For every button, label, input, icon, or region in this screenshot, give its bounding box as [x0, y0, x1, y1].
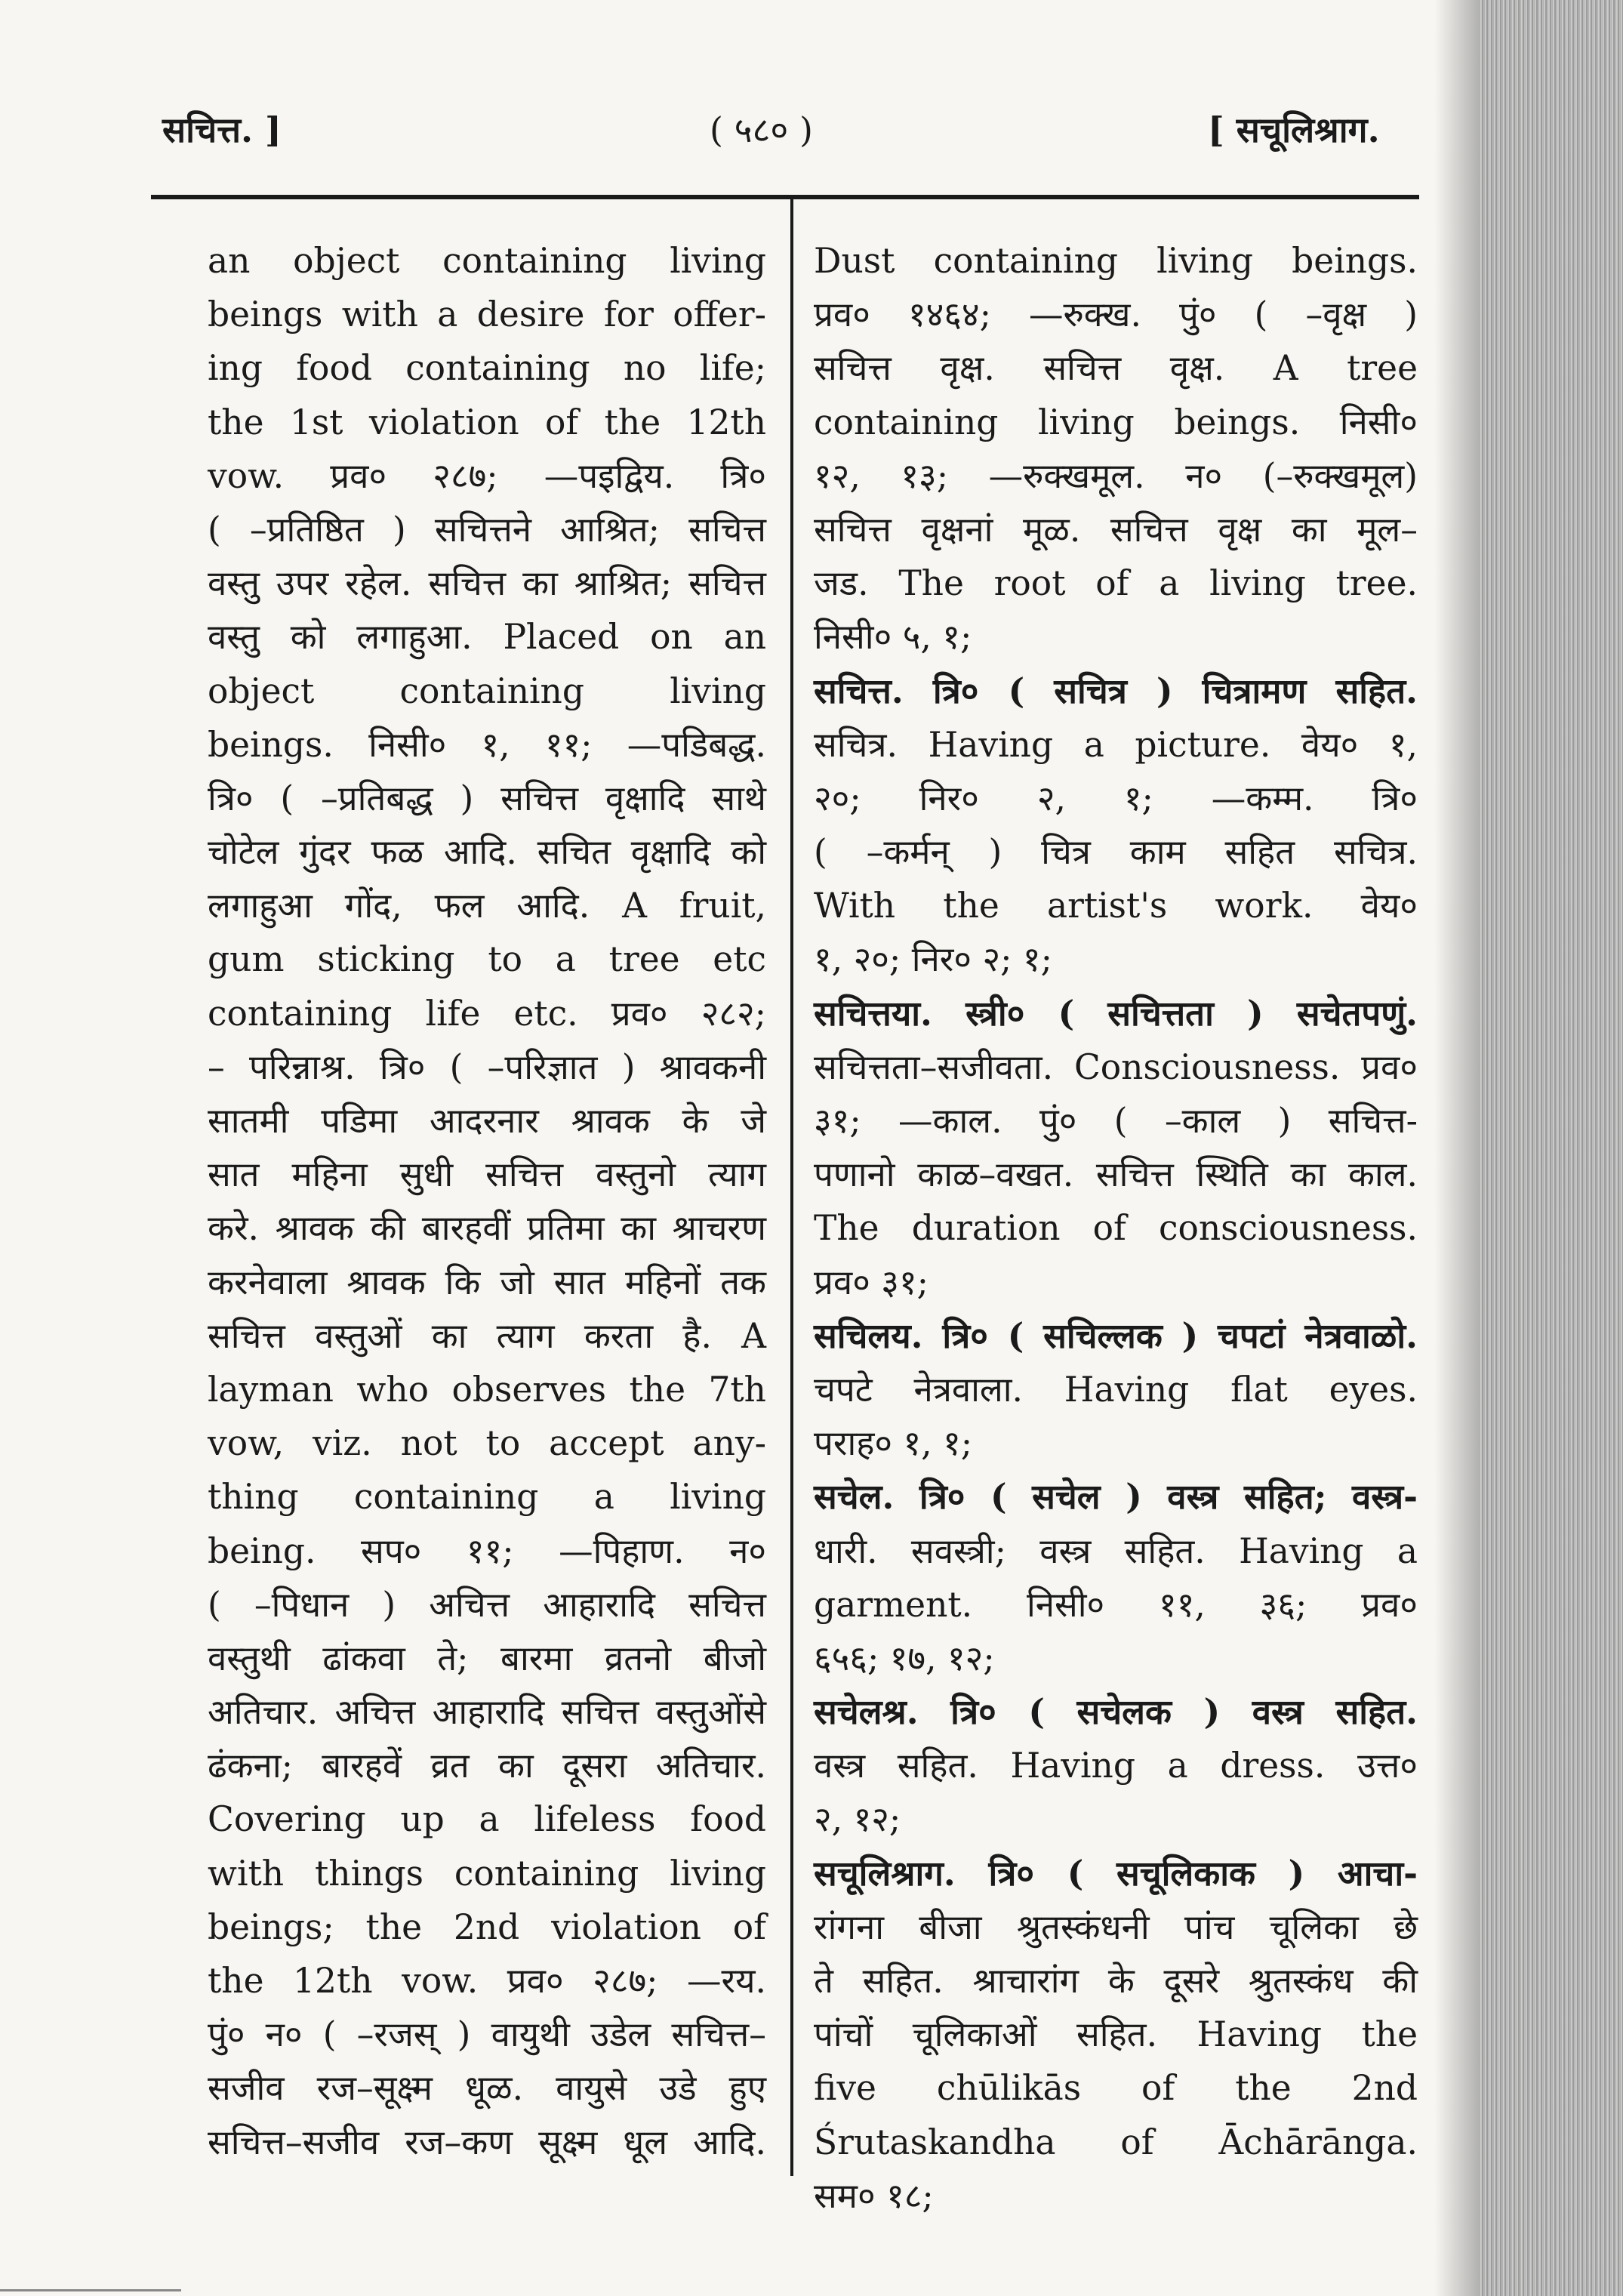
text-line: सचित्त वृक्षनां मूळ. सचित्त वृक्ष का मूल–: [814, 509, 1418, 550]
text-line: सम० १८;: [814, 2175, 934, 2216]
text-line: ते सहित. श्राचारांग के दूसरे श्रुतस्कंध की: [814, 1961, 1418, 2001]
entry-headword-line: सचित्तया. स्त्री० ( सचित्तता ) सचेतपणुं.: [814, 992, 1418, 1034]
text-line: ६५६; १७, १२;: [814, 1638, 995, 1678]
text-line: five chūlikās of the 2nd: [814, 2068, 1418, 2109]
text-line: निसी० ५, १;: [814, 617, 972, 658]
footer-scan-mark: [0, 2289, 181, 2291]
text-line: layman who observes the 7th: [208, 1369, 766, 1410]
text-line: सातमी पडिमा आदरनार श्रावक के जे: [208, 1101, 766, 1141]
text-line: Śrutaskandha of Āchārānga.: [814, 2122, 1418, 2162]
text-line: ( –प्रतिष्ठित ) सचित्तने आश्रित; सचित्त: [208, 509, 766, 550]
text-line: धारी. सवस्त्री; वस्त्र सहित. Having a: [814, 1530, 1418, 1571]
text-line: पराह० १, १;: [814, 1423, 973, 1464]
text-line: सजीव रज–सूक्ष्म धूळ. वायुसे उडे हुए: [208, 2068, 766, 2109]
text-line: सचित्त–सजीव रज–कण सूक्ष्म धूल आदि.: [208, 2122, 766, 2162]
text-line: १, २०; निर० २; १;: [814, 939, 1052, 980]
entry-headword-line: सचेलश्र. त्रि० ( सचेलक ) वस्त्र सहित.: [814, 1691, 1418, 1733]
text-line: करे. श्रावक की बारहवीं प्रतिमा का श्राचरण: [208, 1208, 766, 1249]
text-line: प्रव० ३१;: [814, 1262, 929, 1302]
text-line: ing food containing no life;: [208, 348, 766, 389]
right-column: [814, 234, 1418, 2223]
text-line: an object containing living: [208, 241, 766, 281]
header-rule: [151, 195, 1419, 199]
page-edge-shadow: [1480, 0, 1623, 2296]
text-line: जड. The root of a living tree.: [814, 563, 1418, 604]
text-line: With the artist's work. वेय०: [814, 886, 1418, 926]
text-line: सचित्र. Having a picture. वेय० १,: [814, 724, 1418, 765]
text-line: वस्तु उपर रहेल. सचित्त का श्राश्रित; सचित्त: [208, 563, 766, 604]
text-line: सचित्तता–सजीवता. Consciousness. प्रव०: [814, 1046, 1418, 1087]
text-line: २०; निर० २, १; —कम्म. त्रि०: [814, 778, 1418, 818]
text-line: रांगना बीजा श्रुतस्कंधनी पांच चूलिका छे: [814, 1906, 1418, 1947]
text-line: ३१; —काल. पुं० ( –काल ) सचित्त-: [814, 1101, 1418, 1141]
text-line: सचित्त वृक्ष. सचित्त वृक्ष. A tree: [814, 348, 1418, 389]
text-line: अतिचार. अचित्त आहारादि सचित्त वस्तुओंसे: [208, 1692, 766, 1733]
text-line: वस्तुथी ढांकवा ते; बारमा व्रतनो बीजो: [208, 1638, 766, 1678]
text-line: garment. निसी० ११, ३६; प्रव०: [814, 1584, 1418, 1625]
text-line: ढंकना; बारहवें व्रत का दूसरा अतिचार.: [208, 1746, 766, 1786]
text-line: चपटे नेत्रवाला. Having flat eyes.: [814, 1369, 1418, 1410]
text-line: The duration of consciousness.: [814, 1208, 1418, 1249]
header-left-guideword: सचित्त. ]: [162, 109, 282, 150]
text-line: २, १२;: [814, 1799, 901, 1840]
entry-headword-line: सचित्त. त्रि० ( सचित्र ) चित्रामण सहित.: [814, 670, 1418, 711]
text-line: करनेवाला श्रावक कि जो सात महिनों तक: [208, 1262, 766, 1302]
text-line: with things containing living: [208, 1853, 766, 1894]
text-line: gum sticking to a tree etc: [208, 939, 766, 980]
text-line: त्रि० ( –प्रतिबद्ध ) सचित्त वृक्षादि साथे: [208, 778, 766, 818]
text-line: beings. निसी० १, ११; —पडिबद्ध.: [208, 724, 766, 765]
text-line: सात महिना सुधी सचित्त वस्तुनो त्याग: [208, 1154, 766, 1195]
header-right-guideword: [ सचूलिश्राग.: [1208, 109, 1380, 150]
text-line: containing living beings. निसी०: [814, 402, 1418, 442]
entry-headword-line: सचूलिश्राग. त्रि० ( सचूलिकाक ) आचा-: [814, 1852, 1418, 1894]
entry-headword-line: सचेल. त्रि० ( सचेल ) वस्त्र सहित; वस्त्र-: [814, 1476, 1418, 1518]
text-line: वस्त्र सहित. Having a dress. उत्त०: [814, 1746, 1418, 1786]
page-edge-gradient: [1434, 0, 1480, 2296]
text-line: ( –पिधान ) अचित्त आहारादि सचित्त: [208, 1584, 766, 1625]
text-line: – परिन्नाश्र. त्रि० ( –परिज्ञात ) श्रावकनी: [208, 1046, 766, 1087]
text-line: १२, १३; —रुक्खमूल. न० (–रुक्खमूल): [814, 455, 1418, 496]
text-line: object containing living: [208, 670, 766, 711]
text-line: the 12th vow. प्रव० २८७; —रय.: [208, 1961, 766, 2001]
text-line: containing life etc. प्रव० २८२;: [208, 993, 766, 1034]
column-divider: [790, 198, 793, 2176]
text-line: being. सप० ११; —पिहाण. न०: [208, 1530, 766, 1571]
text-line: पांचों चूलिकाओं सहित. Having the: [814, 2014, 1418, 2055]
text-line: Covering up a lifeless food: [208, 1799, 766, 1840]
entry-headword-line: सचिलय. त्रि० ( सचिल्लक ) चपटां नेत्रवाळो.: [814, 1314, 1418, 1356]
page-header: [0, 98, 1434, 166]
text-line: thing containing a living: [208, 1477, 766, 1518]
text-line: Dust containing living beings.: [814, 241, 1418, 281]
text-line: ( –कर्मन् ) चित्र काम सहित सचित्र.: [814, 832, 1418, 873]
text-line: पणानो काळ–वखत. सचित्त स्थिति का काल.: [814, 1154, 1418, 1195]
text-line: beings; the 2nd violation of: [208, 1906, 766, 1947]
text-line: पुं० न० ( –रजस् ) वायुथी उडेल सचित्त–: [208, 2014, 766, 2055]
text-line: प्रव० १४६४; —रुक्ख. पुं० ( –वृक्ष ): [814, 294, 1418, 335]
text-line: वस्तु को लगाहुआ. Placed on an: [208, 617, 766, 658]
text-line: चोटेल गुंदर फळ आदि. सचित वृक्षादि को: [208, 832, 766, 873]
text-line: vow. प्रव० २८७; —पइद्विय. त्रि०: [208, 455, 766, 496]
page-number: ( ५८० ): [710, 109, 813, 150]
text-line: लगाहुआ गोंद, फल आदि. A fruit,: [208, 886, 766, 926]
text-line: vow, viz. not to accept any-: [208, 1423, 766, 1464]
text-line: the 1st violation of the 12th: [208, 402, 766, 442]
left-column: [208, 234, 766, 2169]
text-line: सचित्त वस्तुओं का त्याग करता है. A: [208, 1315, 766, 1356]
text-line: beings with a desire for offer-: [208, 294, 766, 335]
